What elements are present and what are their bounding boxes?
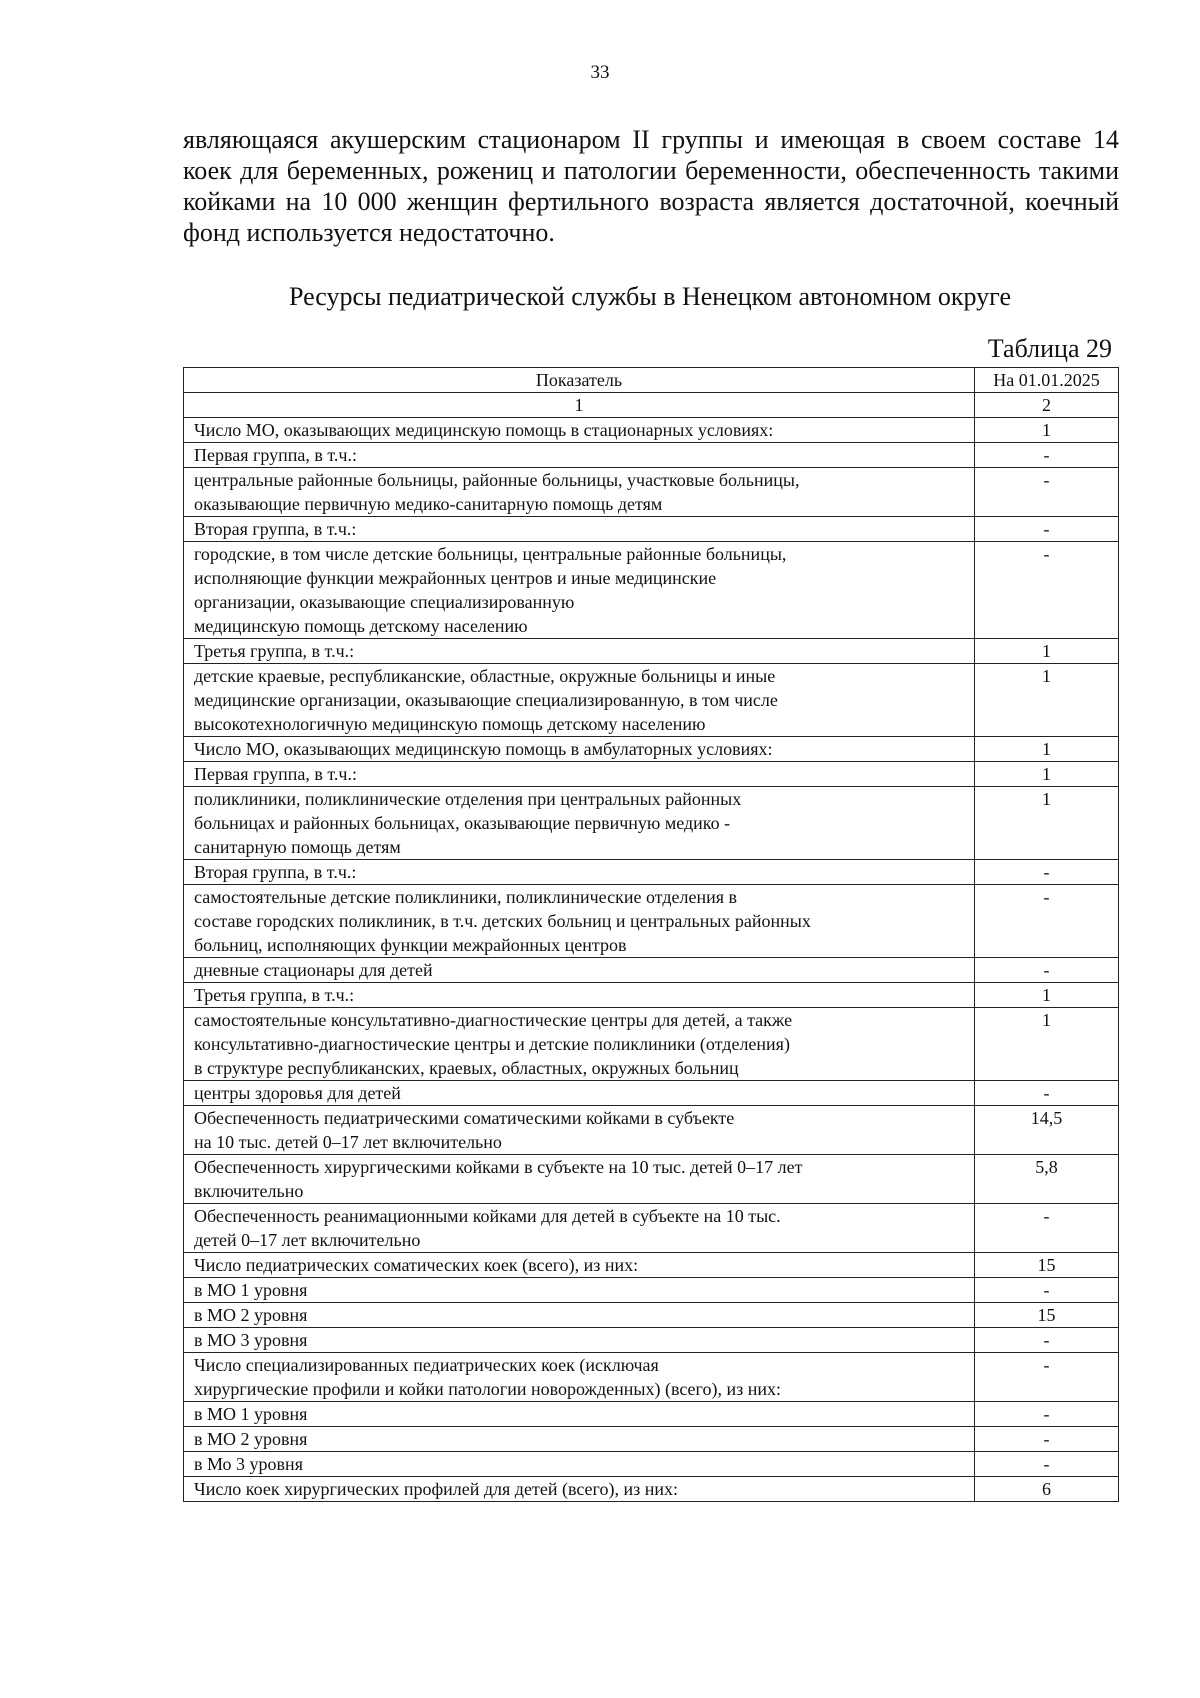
row-label: Третья группа, в т.ч.: bbox=[184, 983, 975, 1008]
row-value: 14,5 bbox=[975, 1106, 1119, 1155]
row-value: - bbox=[975, 443, 1119, 468]
row-value: 6 bbox=[975, 1477, 1119, 1502]
row-value: - bbox=[975, 958, 1119, 983]
row-label: городские, в том числе детские больницы, центральные районные больницы, исполняющие функции межрайонных центров и иные медицинские организации, оказывающие специализированную медицинскую помощь детскому населению bbox=[184, 542, 975, 639]
row-label: центры здоровья для детей bbox=[184, 1081, 975, 1106]
row-label: в МО 1 уровня bbox=[184, 1402, 975, 1427]
row-value: - bbox=[975, 1427, 1119, 1452]
table-row bbox=[184, 639, 1119, 664]
row-label: Число МО, оказывающих медицинскую помощь в стационарных условиях: bbox=[184, 418, 975, 443]
row-value: 1 bbox=[975, 418, 1119, 443]
table-row bbox=[184, 860, 1119, 885]
row-value: 1 bbox=[975, 639, 1119, 664]
row-value: 1 bbox=[975, 664, 1119, 737]
row-value: 1 bbox=[975, 1008, 1119, 1081]
resources-table-container bbox=[183, 367, 1119, 1502]
table-row bbox=[184, 958, 1119, 983]
row-value: - bbox=[975, 517, 1119, 542]
table-row bbox=[184, 1353, 1119, 1402]
row-label: центральные районные больницы, районные больницы, участковые больницы, оказывающие первичную медико-санитарную помощь детям bbox=[184, 468, 975, 517]
row-label: в МО 3 уровня bbox=[184, 1328, 975, 1353]
table-header-row bbox=[184, 368, 1119, 393]
row-value: 1 bbox=[975, 737, 1119, 762]
row-value: 1 bbox=[975, 762, 1119, 787]
row-label: Число коек хирургических профилей для детей (всего), из них: bbox=[184, 1477, 975, 1502]
row-value: - bbox=[975, 1452, 1119, 1477]
row-label: в МО 2 уровня bbox=[184, 1303, 975, 1328]
row-value: - bbox=[975, 860, 1119, 885]
row-label: Число специализированных педиатрических коек (исключая хирургические профили и койки патологии новорожденных) (всего), из них: bbox=[184, 1353, 975, 1402]
row-value: 5,8 bbox=[975, 1155, 1119, 1204]
row-value: - bbox=[975, 1204, 1119, 1253]
row-value: - bbox=[975, 1278, 1119, 1303]
table-row bbox=[184, 1008, 1119, 1081]
table-row bbox=[184, 1427, 1119, 1452]
row-label: самостоятельные консультативно-диагностические центры для детей, а также консультативно-диагностические центры и детские поликлиники (отделения) в структуре республиканских, краевых, областных, окружных больниц bbox=[184, 1008, 975, 1081]
table-row bbox=[184, 762, 1119, 787]
row-label: самостоятельные детские поликлиники, поликлинические отделения в составе городских поликлиник, в т.ч. детских больниц и центральных районных больниц, исполняющих функции межрайонных центров bbox=[184, 885, 975, 958]
table-row bbox=[184, 1452, 1119, 1477]
table-row bbox=[184, 885, 1119, 958]
table-row bbox=[184, 1106, 1119, 1155]
row-value: 15 bbox=[975, 1253, 1119, 1278]
row-label: Обеспеченность педиатрическими соматическими койками в субъекте на 10 тыс. детей 0–17 лет включительно bbox=[184, 1106, 975, 1155]
table-caption: Таблица 29 bbox=[987, 334, 1112, 363]
row-value: - bbox=[975, 1081, 1119, 1106]
section-title: Ресурсы педиатрической службы в Ненецком автономном округе bbox=[288, 282, 1012, 311]
row-label: поликлиники, поликлинические отделения при центральных районных больницах и районных больницах, оказывающие первичную медико - санитарную помощь детям bbox=[184, 787, 975, 860]
table-row bbox=[184, 517, 1119, 542]
table-row bbox=[184, 1081, 1119, 1106]
resources-table bbox=[183, 367, 1119, 1502]
table-row bbox=[184, 664, 1119, 737]
row-value: - bbox=[975, 542, 1119, 639]
table-row bbox=[184, 542, 1119, 639]
column-number-1: 1 bbox=[184, 393, 975, 418]
table-row bbox=[184, 1204, 1119, 1253]
column-number-2: 2 bbox=[975, 393, 1119, 418]
table-row bbox=[184, 1278, 1119, 1303]
row-value: 1 bbox=[975, 787, 1119, 860]
row-value: 15 bbox=[975, 1303, 1119, 1328]
row-label: Обеспеченность хирургическими койками в субъекте на 10 тыс. детей 0–17 лет включительно bbox=[184, 1155, 975, 1204]
table-row bbox=[184, 1402, 1119, 1427]
row-label: детские краевые, республиканские, областные, окружные больницы и иные медицинские организации, оказывающие специализированную, в том числе высокотехнологичную медицинскую помощь детскому населению bbox=[184, 664, 975, 737]
row-value: - bbox=[975, 1353, 1119, 1402]
row-value: - bbox=[975, 885, 1119, 958]
row-label: Вторая группа, в т.ч.: bbox=[184, 517, 975, 542]
table-row bbox=[184, 443, 1119, 468]
table-row bbox=[184, 418, 1119, 443]
header-indicator: Показатель bbox=[184, 368, 975, 393]
table-row bbox=[184, 1477, 1119, 1502]
row-label: Третья группа, в т.ч.: bbox=[184, 639, 975, 664]
row-label: Число педиатрических соматических коек (всего), из них: bbox=[184, 1253, 975, 1278]
table-row bbox=[184, 983, 1119, 1008]
row-label: Число МО, оказывающих медицинскую помощь в амбулаторных условиях: bbox=[184, 737, 975, 762]
column-number-row bbox=[184, 393, 1119, 418]
table-row bbox=[184, 1155, 1119, 1204]
intro-paragraph: являющаяся акушерским стационаром II группы и имеющая в своем составе 14 коек для беременных, рожениц и патологии беременности, обеспеченность такими койками на 10 000 женщин фертильного возраста является достаточной, коечный фонд используется недостаточно. bbox=[183, 125, 1119, 247]
table-row bbox=[184, 1328, 1119, 1353]
row-value: - bbox=[975, 1328, 1119, 1353]
table-row bbox=[184, 468, 1119, 517]
row-label: в МО 2 уровня bbox=[184, 1427, 975, 1452]
row-label: дневные стационары для детей bbox=[184, 958, 975, 983]
page-number: 33 bbox=[590, 62, 610, 83]
table-body bbox=[184, 393, 1119, 1502]
table-row bbox=[184, 1303, 1119, 1328]
table-row bbox=[184, 737, 1119, 762]
row-value: 1 bbox=[975, 983, 1119, 1008]
table-row bbox=[184, 787, 1119, 860]
row-label: Вторая группа, в т.ч.: bbox=[184, 860, 975, 885]
row-label: Обеспеченность реанимационными койками для детей в субъекте на 10 тыс. детей 0–17 лет включительно bbox=[184, 1204, 975, 1253]
header-date: На 01.01.2025 bbox=[975, 368, 1119, 393]
row-value: - bbox=[975, 1402, 1119, 1427]
table-row bbox=[184, 1253, 1119, 1278]
row-label: в МО 1 уровня bbox=[184, 1278, 975, 1303]
row-label: Первая группа, в т.ч.: bbox=[184, 443, 975, 468]
row-value: - bbox=[975, 468, 1119, 517]
row-label: Первая группа, в т.ч.: bbox=[184, 762, 975, 787]
row-label: в Мо 3 уровня bbox=[184, 1452, 975, 1477]
